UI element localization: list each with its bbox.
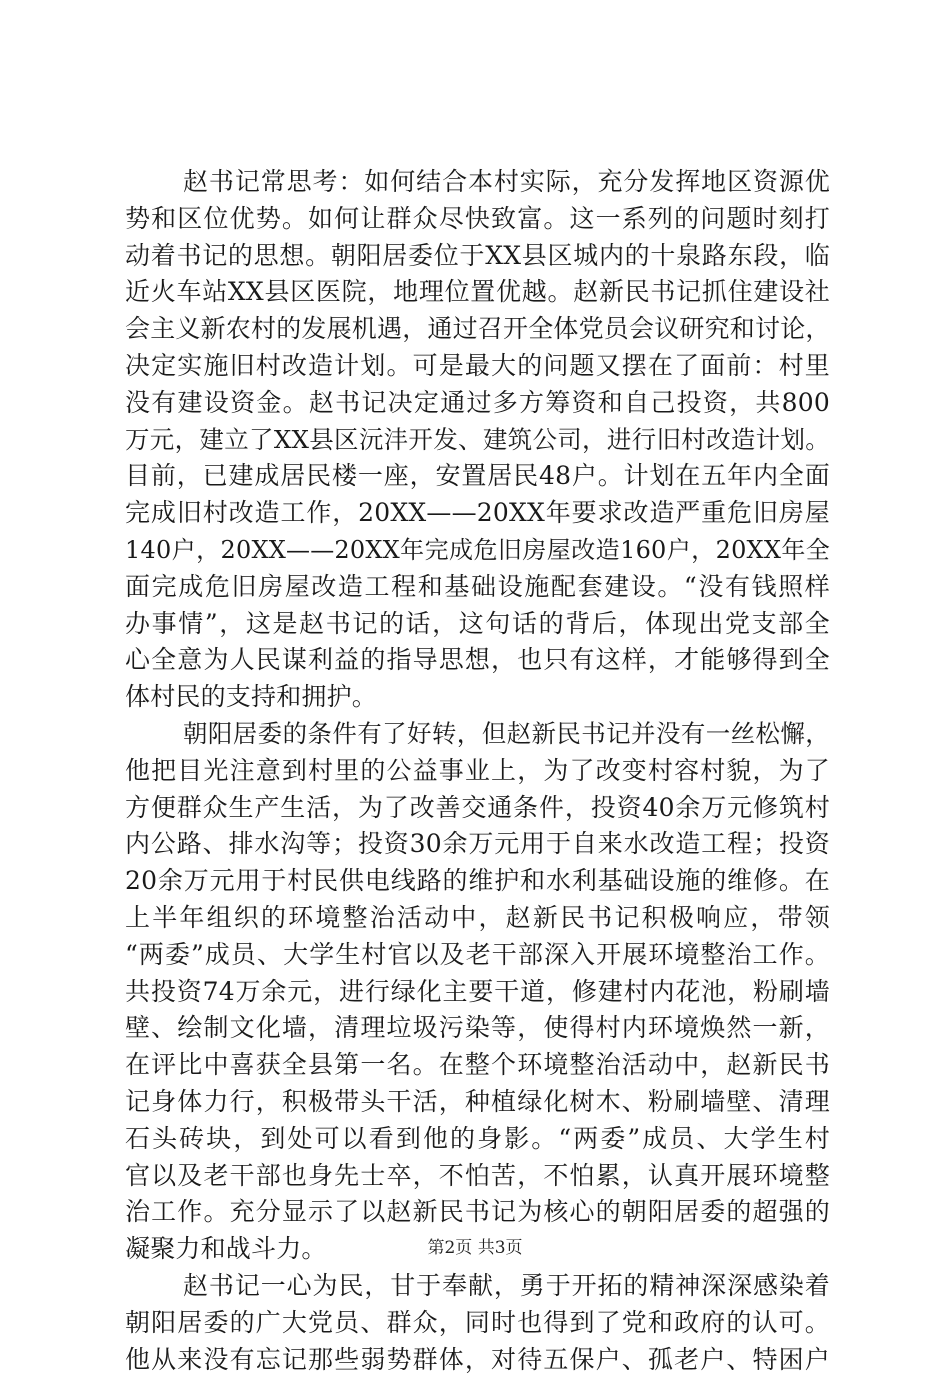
text-line: 共投资74万余元，进行绿化主要干道，修建村内花池，粉刷墙 [125, 974, 830, 1011]
text-line: 他把目光注意到村里的公益事业上，为了改变村容村貌，为了 [125, 753, 830, 790]
text-line: 赵书记常思考：如何结合本村实际，充分发挥地区资源优 [125, 164, 830, 201]
text-line: 壁、绘制文化墙，清理垃圾污染等，使得村内环境焕然一新， [125, 1010, 830, 1047]
page-number-label: 第2页 共3页 [427, 1238, 522, 1258]
text-line: 在评比中喜获全县第一名。在整个环境整治活动中，赵新民书 [125, 1047, 830, 1084]
text-line: 体村民的支持和拥护。 [125, 679, 830, 716]
text-line: 动着书记的思想。朝阳居委位于XX县区城内的十泉路东段，临 [125, 238, 830, 275]
text-line: 凝聚力和战斗力。 [125, 1231, 830, 1268]
text-line: 上半年组织的环境整治活动中，赵新民书记积极响应，带领 [125, 900, 830, 937]
text-line: 办事情”，这是赵书记的话，这句话的背后，体现出党支部全 [125, 606, 830, 643]
document-body [125, 164, 830, 1378]
text-line: 近火车站XX县区医院，地理位置优越。赵新民书记抓住建设社 [125, 274, 830, 311]
text-line: 决定实施旧村改造计划。可是最大的问题又摆在了面前：村里 [125, 348, 830, 385]
text-line: 完成旧村改造工作，20XX——20XX年要求改造严重危旧房屋 [125, 495, 830, 532]
text-line: 万元，建立了XX县区沅沣开发、建筑公司，进行旧村改造计划。 [125, 422, 830, 459]
paragraph-1 [125, 164, 830, 716]
text-line: “两委”成员、大学生村官以及老干部深入开展环境整治工作。 [125, 937, 830, 974]
text-line: 心全意为人民谋利益的指导思想，也只有这样，才能够得到全 [125, 642, 830, 679]
text-line: 记身体力行，积极带头干活，种植绿化树木、粉刷墙壁、清理 [125, 1084, 830, 1121]
text-line: 朝阳居委的广大党员、群众，同时也得到了党和政府的认可。 [125, 1305, 830, 1342]
text-line: 140户，20XX——20XX年完成危旧房屋改造160户，20XX年全 [125, 532, 830, 569]
text-line: 内公路、排水沟等；投资30余万元用于自来水改造工程；投资 [125, 826, 830, 863]
paragraph-2 [125, 716, 830, 1268]
text-line: 方便群众生产生活，为了改善交通条件，投资40余万元修筑村 [125, 790, 830, 827]
text-line: 面完成危旧房屋改造工程和基础设施配套建设。“没有钱照样 [125, 569, 830, 606]
text-line: 没有建设资金。赵书记决定通过多方筹资和自己投资，共800 [125, 385, 830, 422]
text-line: 石头砖块，到处可以看到他的身影。“两委”成员、大学生村 [125, 1121, 830, 1158]
text-line: 官以及老干部也身先士卒，不怕苦，不怕累，认真开展环境整 [125, 1158, 830, 1195]
paragraph-3 [125, 1268, 830, 1378]
page-footer [0, 1237, 950, 1259]
text-line: 朝阳居委的条件有了好转，但赵新民书记并没有一丝松懈， [125, 716, 830, 753]
text-line: 治工作。充分显示了以赵新民书记为核心的朝阳居委的超强的 [125, 1194, 830, 1231]
text-line: 会主义新农村的发展机遇，通过召开全体党员会议研究和讨论， [125, 311, 830, 348]
text-line: 势和区位优势。如何让群众尽快致富。这一系列的问题时刻打 [125, 201, 830, 238]
text-line: 目前，已建成居民楼一座，安置居民48户。计划在五年内全面 [125, 458, 830, 495]
text-line: 他从来没有忘记那些弱势群体，对待五保户、孤老户、特困户 [125, 1342, 830, 1378]
text-line: 20余万元用于村民供电线路的维护和水利基础设施的维修。在 [125, 863, 830, 900]
text-line: 赵书记一心为民，甘于奉献，勇于开拓的精神深深感染着 [125, 1268, 830, 1305]
